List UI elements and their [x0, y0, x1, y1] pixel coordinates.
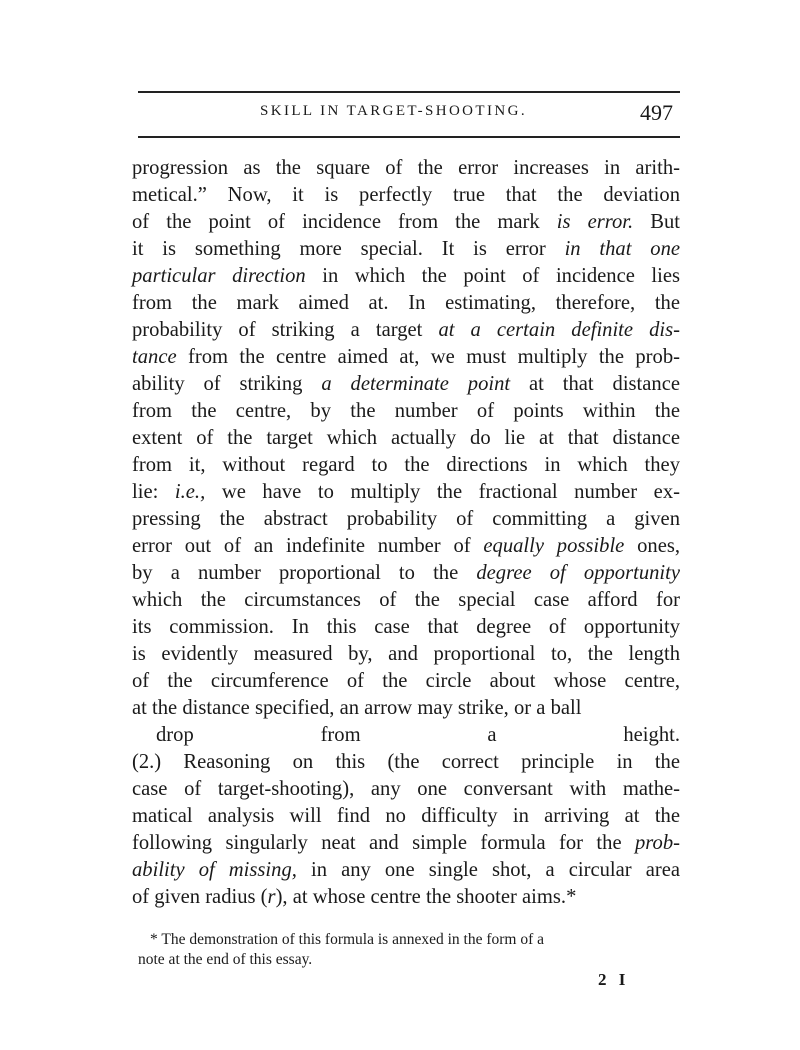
header-rule-top — [138, 91, 680, 93]
text-line — [132, 857, 680, 884]
page-number: 497 — [640, 100, 673, 125]
text-run: But — [633, 211, 680, 233]
text-run: we have to multiply the fractional number ex- — [205, 481, 680, 503]
signature-mark: 2 I — [598, 970, 630, 989]
text-line — [132, 317, 680, 344]
text-line — [132, 479, 680, 506]
italic-text: tance — [132, 346, 177, 368]
text-run: in any one single shot, a circular area — [296, 859, 680, 881]
text-run: in which the point of incidence lies — [305, 265, 681, 287]
text-run: progression as the square of the error increases in arith- — [132, 157, 680, 179]
text-line — [132, 749, 680, 776]
text-run: of given radius ( — [132, 886, 268, 908]
text-line — [132, 776, 680, 803]
text-run: ability of striking — [132, 373, 322, 395]
text-line — [132, 803, 680, 830]
text-run: probability of striking a target — [132, 319, 439, 341]
running-title: SKILL IN TARGET-SHOOTING. — [260, 103, 527, 119]
text-line — [132, 344, 680, 371]
text-line — [132, 722, 680, 749]
footnote — [138, 930, 678, 970]
text-run: pressing the abstract probability of committing a given — [132, 508, 680, 530]
text-line — [132, 398, 680, 425]
text-run: which the circumstances of the special case afford for — [132, 589, 680, 611]
text-line — [132, 587, 680, 614]
text-run: is evidently measured by, and proportional to, the length — [132, 643, 680, 665]
text-line — [132, 425, 680, 452]
text-run: ones, — [624, 535, 680, 557]
footnote-line: note at the end of this essay. — [138, 951, 313, 968]
text-line — [132, 182, 680, 209]
text-run: from the mark aimed at. In estimating, therefore, the — [132, 292, 680, 314]
text-run: from the centre aimed at, we must multiply the prob- — [176, 346, 680, 368]
text-run: following singularly neat and simple formula for the — [132, 832, 635, 854]
text-run: its commission. In this case that degree of opportunity — [132, 616, 680, 638]
italic-text: ability of missing, — [132, 859, 297, 881]
text-line — [132, 263, 680, 290]
italic-text: equally possible — [483, 535, 625, 557]
italic-text: a determinate point — [321, 373, 511, 395]
text-run: of the circumference of the circle about whose centre, — [132, 670, 680, 692]
header-rule-bottom — [138, 136, 680, 138]
text-run: lie: — [132, 481, 175, 503]
text-line — [132, 830, 680, 857]
text-run: ), at whose centre the shooter aims.* — [275, 886, 577, 908]
italic-text: particular direction — [132, 265, 306, 287]
text-line — [132, 560, 680, 587]
text-line — [132, 452, 680, 479]
text-run: it is something more special. It is error — [132, 238, 565, 260]
text-run: at that distance — [510, 373, 680, 395]
text-line — [132, 209, 680, 236]
text-line — [132, 506, 680, 533]
text-line — [132, 668, 680, 695]
italic-text: is error. — [556, 211, 634, 233]
italic-text: prob- — [635, 832, 680, 854]
italic-text: in that one — [564, 238, 681, 260]
text-run: drop from a height. — [156, 724, 680, 746]
text-line — [132, 884, 680, 911]
text-run: metical.” Now, it is perfectly true that the deviation — [132, 184, 680, 206]
text-run: from the centre, by the number of points within the — [132, 400, 680, 422]
text-line — [132, 290, 680, 317]
text-line — [132, 695, 680, 722]
italic-text: at a certain definite dis- — [438, 319, 680, 341]
text-run: extent of the target which actually do lie at that distance — [132, 427, 680, 449]
text-run: of the point of incidence from the mark — [132, 211, 557, 233]
italic-text: degree of opportunity — [476, 562, 681, 584]
text-run: from it, without regard to the directions in which they — [132, 454, 680, 476]
text-run: error out of an indefinite number of — [132, 535, 484, 557]
text-run: by a number proportional to the — [132, 562, 477, 584]
text-line — [132, 641, 680, 668]
text-run: at the distance specified, an arrow may strike, or a ball — [132, 697, 582, 719]
text-run: (2.) Reasoning on this (the correct principle in the — [132, 751, 680, 773]
text-line — [132, 371, 680, 398]
text-run: case of target-shooting), any one conversant with mathe- — [132, 778, 680, 800]
text-line — [132, 533, 680, 560]
italic-text: r — [267, 886, 276, 908]
text-line — [132, 236, 680, 263]
text-run: matical analysis will find no difficulty in arriving at the — [132, 805, 680, 827]
italic-text: i.e., — [174, 481, 206, 503]
text-line — [132, 155, 680, 182]
text-line — [132, 614, 680, 641]
footnote-line: * The demonstration of this formula is annexed in the form of a — [150, 931, 545, 948]
body-text — [132, 155, 680, 911]
